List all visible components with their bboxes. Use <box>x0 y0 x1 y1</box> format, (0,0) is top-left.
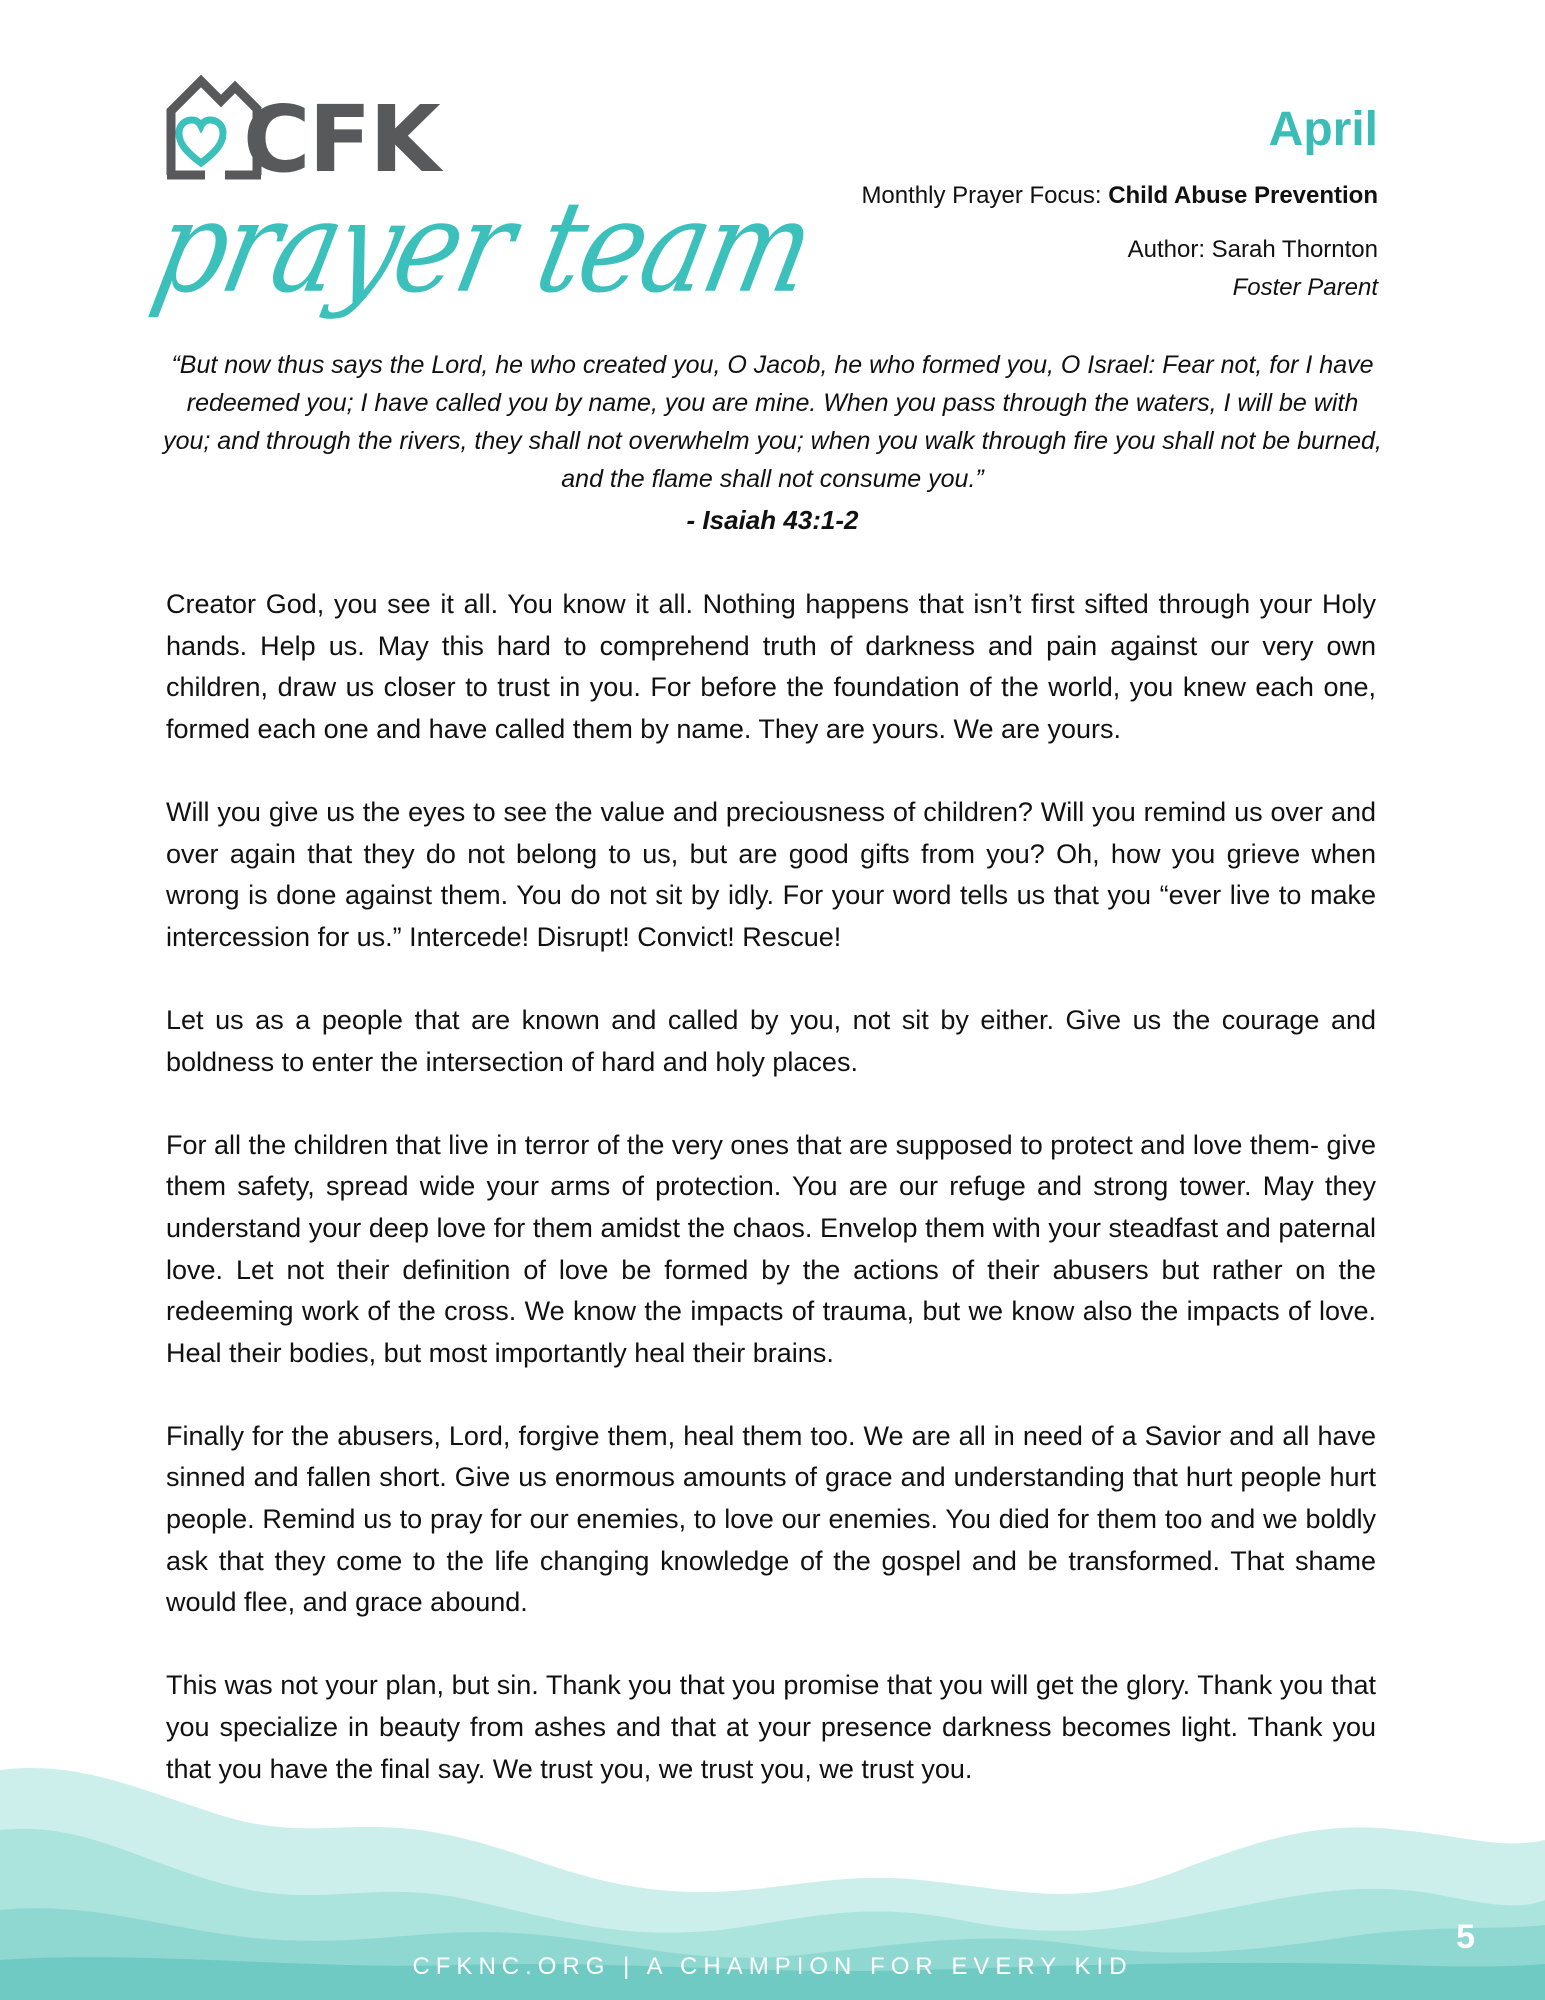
prayer-paragraph: Creator God, you see it all. You know it all. Nothing happens that isn’t first sifted through your Holy hands. Help us. May this hard to comprehend truth of darkness and pain against our very own children, draw us closer to trust in you. For before the foundation of the world, you knew each one, formed each one and have called them by name. They are yours. We are yours. <box>166 589 1376 744</box>
prayer-focus <box>861 180 1378 212</box>
logo-brand-text: CFK <box>243 86 439 193</box>
prayer-focus-label: Monthly Prayer Focus: <box>861 182 1109 209</box>
header-info <box>861 100 1378 304</box>
footer-tagline: CFKNC.ORG | A CHAMPION FOR EVERY KID <box>412 1953 1133 1980</box>
month-title: April <box>1268 103 1378 156</box>
prayer-body <box>166 584 1376 1832</box>
prayer-paragraph: Will you give us the eyes to see the value and preciousness of children? Will you remind us over and over again that they do not belong to us, but are good gifts from you? Oh, how you grieve when wrong is done against them. You do not sit by idly. For your word tells us that you “ever live to make intercession for us.” Intercede! Disrupt! Convict! Rescue! <box>166 796 1376 952</box>
author-role: Foster Parent <box>1232 274 1378 301</box>
prayer-paragraph: For all the children that live in terror of the very ones that are supposed to protect and love them- give them safety, spread wide your arms of protection. You are our refuge and strong tower. May they understand your deep love for them amidst the chaos. Envelop them with your steadfast and paternal love. Let not their definition of love be formed by the actions of their abusers but rather on the redeeming work of the cross. We know the impacts of trauma, but we know also the impacts of love. Heal their bodies, but most importantly heal their brains. <box>166 1129 1376 1368</box>
prayer-paragraph: This was not your plan, but sin. Thank you that you promise that you will get the glory. Thank you that you specialize in beauty from ashes and that at your presence darkness becomes light. Thank you that you have the final say. We trust you, we trust you, we trust you. <box>166 1670 1376 1784</box>
cfk-prayer-team-logo <box>142 70 824 321</box>
prayer-paragraph: Finally for the abusers, Lord, forgive them, heal them too. We are all in need of a Savior and all have sinned and fallen short. Give us enormous amounts of grace and understanding that hurt people hurt people. Remind us to pray for our enemies, to love our enemies. You died for them too and we boldly ask that they come to the life changing knowledge of the gospel and be transformed. That shame would flee, and grace abound. <box>166 1420 1376 1618</box>
scripture-quote: “But now thus says the Lord, he who created you, O Jacob, he who formed you, O Israel: Fear not, for I have redeemed you; I have called you by name, you are mine. When you pass through the waters, I will be with you; and through the rivers, they shall not overwhelm you; when you walk through fire you shall not be burned, and the flame shall not consume you.” <box>163 351 1382 493</box>
author-name: Author: Sarah Thornton <box>1127 236 1378 263</box>
logo-script-text: prayer team <box>142 173 824 321</box>
page-number: 5 <box>1456 1918 1475 1956</box>
prayer-focus-value: Child Abuse Prevention <box>1108 182 1378 209</box>
prayer-paragraph: Let us as a people that are known and called by you, not sit by either. Give us the courage and boldness to enter the intersection of hard and holy places. <box>166 1004 1376 1077</box>
scripture-reference: - Isaiah 43:1-2 <box>686 505 859 535</box>
